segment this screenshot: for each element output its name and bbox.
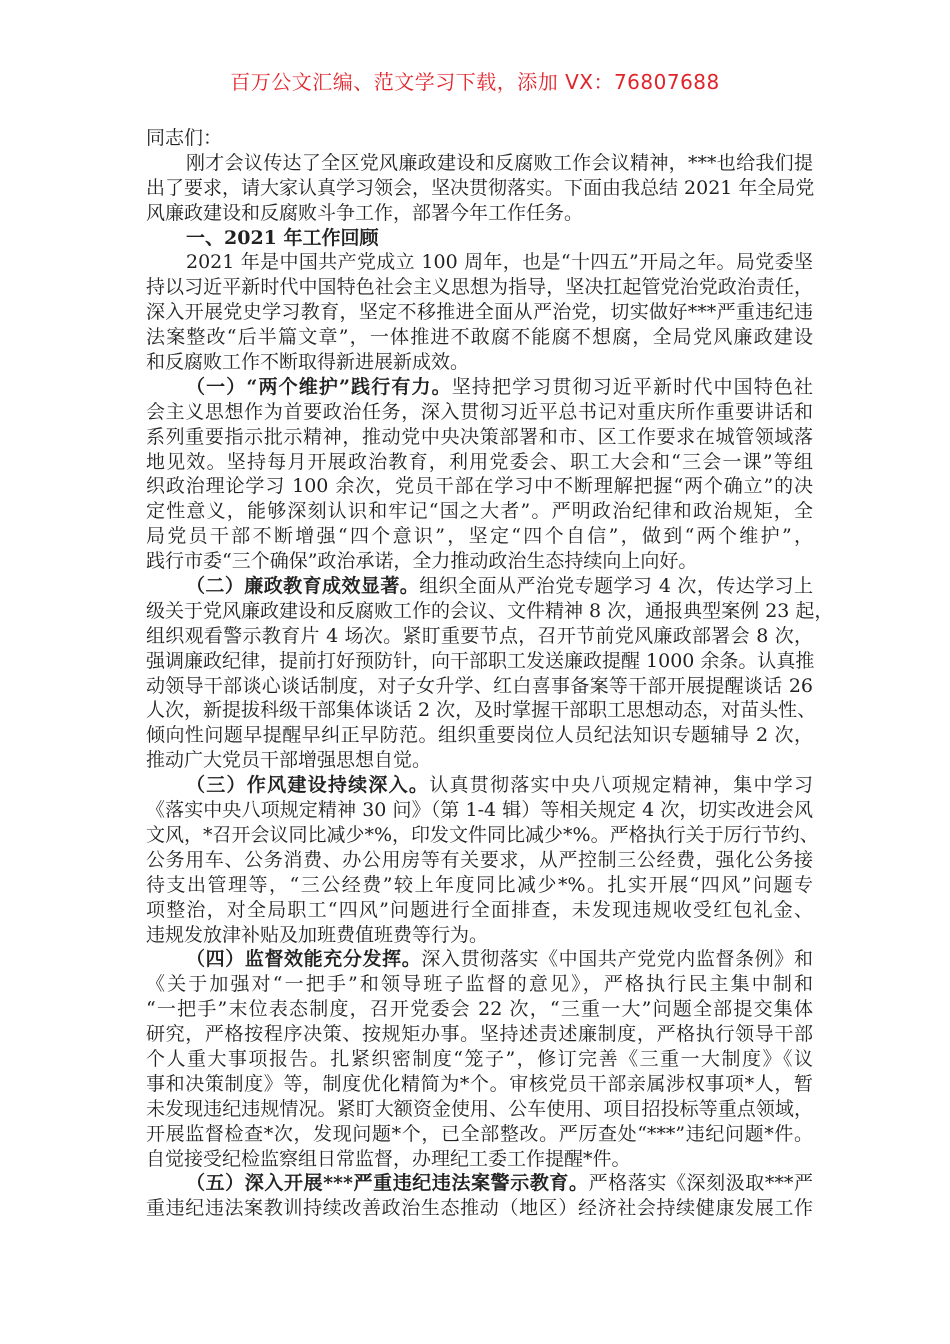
text-line xyxy=(146,674,813,699)
text-line xyxy=(146,624,813,649)
text-line xyxy=(146,574,813,599)
line-text: 事和决策制度》等，制度优化精简为*个。审核党员干部亲属涉权事项*人，暂 xyxy=(146,1072,813,1095)
text-line xyxy=(146,947,813,972)
line-text: 公务用车、公务消费、办公用房等有关要求，从严控制三公经费，强化公务接 xyxy=(146,848,813,871)
text-line xyxy=(146,474,813,499)
line-text: 践行市委“三个确保”政治承诺，全力推动政治生态持续向上向好。 xyxy=(146,550,698,573)
text-line xyxy=(146,300,813,325)
text-line xyxy=(146,1047,813,1072)
text-line xyxy=(146,848,813,873)
bold-heading: （一）“两个维护”践行有力。 xyxy=(186,375,452,398)
line-text: 自觉接受纪检监察组日常监督，办理纪工委工作提醒*件。 xyxy=(146,1147,631,1170)
line-text: 持以习近平新时代中国特色社会主义思想为指导，坚决扛起管党治党政治责任， xyxy=(146,276,813,299)
text-line xyxy=(146,599,834,624)
line-text: 推动广大党员干部增强思想自觉。 xyxy=(146,749,432,772)
line-text: 坚持把学习贯彻习近平新时代中国特色社 xyxy=(451,375,813,398)
line-text: 开展监督检查*次，发现问题*个，已全部整改。严厉查处“***”违纪问题*件。 xyxy=(146,1122,813,1145)
line-text: 研究，严格按程序决策、按规矩办事。坚持述责述廉制度，严格执行领导干部 xyxy=(146,1023,813,1046)
text-line xyxy=(146,649,813,674)
text-line xyxy=(146,997,813,1022)
text-line xyxy=(146,1196,813,1221)
text-line xyxy=(146,773,813,798)
line-text: 深入贯彻落实《中国共产党党内监督条例》和 xyxy=(421,948,813,971)
line-text: 法案整改“后半篇文章”，一体推进不敢腐不能腐不想腐，全局党风廉政建设 xyxy=(146,326,813,349)
line-text: 个人重大事项报告。扎紧织密制度“笼子”，修订完善《三重一大制度》《议 xyxy=(146,1047,813,1070)
text-line xyxy=(146,350,813,375)
line-text: 项整治，对全局职工“四风”问题进行全面排查，未发现违规收受红包礼金、 xyxy=(146,898,813,921)
text-line xyxy=(146,798,813,823)
text-line xyxy=(146,1022,813,1047)
text-line xyxy=(146,375,813,400)
text-line xyxy=(146,898,813,923)
text-line xyxy=(146,400,813,425)
line-text: 严格落实《深刻汲取***严 xyxy=(588,1172,813,1195)
line-text: 未发现违纪违规情况。紧盯大额资金使用、公车使用、项目招投标等重点领域， xyxy=(146,1097,813,1120)
text-line xyxy=(146,425,813,450)
bold-heading: （五）深入开展***严重违纪违法案警示教育。 xyxy=(186,1172,589,1195)
line-text: 待支出管理等，“三公经费”较上年度同比减少*%。扎实开展“四风”问题专 xyxy=(146,873,813,896)
line-text: 风廉政建设和反腐败斗争工作，部署今年工作任务。 xyxy=(146,201,584,224)
text-line xyxy=(146,250,813,275)
line-text: 系列重要指示批示精神，推动党中央决策部署和市、区工作要求在城管领域落 xyxy=(146,425,813,448)
text-line xyxy=(146,450,813,475)
line-text: 《落实中央八项规定精神 30 问》（第 1-4 辑）等相关规定 4 次，切实改进会风 xyxy=(146,799,813,822)
bold-heading: （三）作风建设持续深入。 xyxy=(186,774,430,797)
line-text: 局党员干部不断增强“四个意识”，坚定“四个自信”，做到“两个维护”， xyxy=(146,525,813,548)
text-line xyxy=(146,748,813,773)
document-body xyxy=(146,126,834,1221)
text-line xyxy=(146,1072,813,1097)
text-line xyxy=(146,1097,813,1122)
line-text: “一把手”末位表态制度，召开党委会 22 次，“三重一大”问题全部提交集体 xyxy=(146,998,813,1021)
line-text: 组织全面从严治党专题学习 4 次，传达学习上 xyxy=(419,575,813,598)
text-line xyxy=(146,1122,813,1147)
line-text: 认真贯彻落实中央八项规定精神，集中学习 xyxy=(429,774,813,797)
text-line xyxy=(146,873,813,898)
line-text: 组织观看警示教育片 4 场次。紧盯重要节点，召开节前党风廉政部署会 8 次， xyxy=(146,624,813,647)
text-line xyxy=(146,499,813,524)
line-text: 刚才会议传达了全区党风廉政建设和反腐败工作会议精神，***也给我们提 xyxy=(186,151,813,174)
text-line xyxy=(146,325,813,350)
line-text: 倾向性问题早提醒早纠正早防范。组织重要岗位人员纪法知识专题辅导 2 次， xyxy=(146,724,813,747)
line-text: 出了要求，请大家认真学习领会，坚决贯彻落实。下面由我总结 2021 年全局党 xyxy=(146,176,815,199)
text-line xyxy=(146,549,813,574)
text-line xyxy=(146,698,817,723)
line-text: 和反腐败工作不断取得新进展新成效。 xyxy=(146,351,470,374)
line-text: 织政治理论学习 100 余次，党员干部在学习中不断理解把握“两个确立”的决 xyxy=(146,475,813,498)
text-line xyxy=(146,823,819,848)
text-line xyxy=(146,524,813,549)
line-text: 级关于党风廉政建设和反腐败工作的会议、文件精神 8 次，通报典型案例 23 起， xyxy=(146,599,834,622)
text-line xyxy=(146,176,813,201)
bold-heading: 一、2021 年工作回顾 xyxy=(186,226,379,249)
text-line xyxy=(146,201,813,226)
line-text: 违规发放津补贴及加班费值班费等行为。 xyxy=(146,923,489,946)
text-line xyxy=(146,923,813,948)
line-text: 2021 年是中国共产党成立 100 周年，也是“十四五”开局之年。局党委坚 xyxy=(186,251,813,274)
line-text: 文风，*召开会议同比减少*%，印发文件同比减少*%。严格执行关于厉行节约、 xyxy=(146,823,819,846)
bold-heading: （二）廉政教育成效显著。 xyxy=(186,575,420,598)
line-text: 人次，新提拔科级干部集体谈话 2 次，及时掌握干部职工思想动态，对苗头性、 xyxy=(146,699,817,722)
line-text: 地见效。坚持每月开展政治教育，利用党委会、职工大会和“三会一课”等组 xyxy=(146,450,813,473)
line-text: 会主义思想作为首要政治任务，深入贯彻习近平总书记对重庆所作重要讲话和 xyxy=(146,400,813,423)
line-text: 同志们： xyxy=(146,127,223,149)
text-line xyxy=(146,126,813,151)
text-line xyxy=(146,275,813,300)
text-line xyxy=(146,1147,813,1172)
download-banner: 百万公文汇编、范文学习下载，添加 VX：76807688 xyxy=(230,70,720,94)
line-text: 定性意义，能够深刻认识和牢记“国之大者”。严明政治纪律和政治规矩，全 xyxy=(146,500,813,523)
text-line xyxy=(146,972,813,997)
line-text: 深入开展党史学习教育，坚定不移推进全面从严治党，切实做好***严重违纪违 xyxy=(146,301,813,324)
text-line xyxy=(146,723,813,748)
line-text: 动领导干部谈心谈话制度，对子女升学、红白喜事备案等干部开展提醒谈话 26 xyxy=(146,674,813,697)
line-text: 重违纪违法案教训持续改善政治生态推动（地区）经济社会持续健康发展工作 xyxy=(146,1197,813,1220)
bold-heading: （四）监督效能充分发挥。 xyxy=(186,948,422,971)
text-line xyxy=(146,226,813,251)
line-text: 《关于加强对“一把手”和领导班子监督的意见》，严格执行民主集中制和 xyxy=(146,973,813,996)
line-text: 强调廉政纪律，提前打好预防针，向干部职工发送廉政提醒 1000 余条。认真推 xyxy=(146,649,815,672)
text-line xyxy=(146,1171,813,1196)
text-line xyxy=(146,151,813,176)
